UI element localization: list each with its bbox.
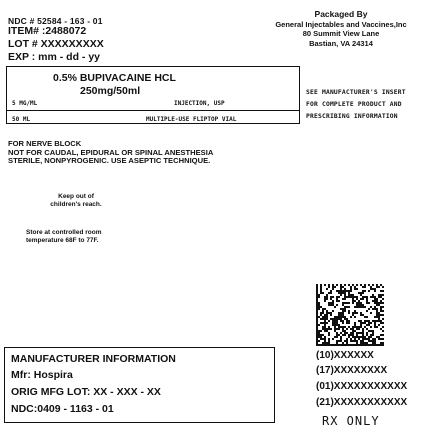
drug-name: 0.5% BUPIVACAINE HCL: [53, 72, 176, 84]
warning-line: FOR NERVE BLOCK: [8, 139, 82, 148]
expiration-date: EXP : mm - dd - yy: [8, 51, 100, 63]
gs1-batch: (10)XXXXXX: [316, 350, 374, 361]
manufacturer-name: Mfr: Hospira: [11, 369, 73, 381]
vial-type: MULTIPLE-USE FLIPTOP VIAL: [146, 116, 237, 123]
gs1-serial: (21)XXXXXXXXXXX: [316, 397, 408, 408]
rx-only-label: RX ONLY: [322, 414, 380, 428]
drug-concentration: 5 MG/ML: [12, 100, 38, 107]
storage-line: Store at controlled room: [26, 229, 102, 236]
datamatrix-barcode: [316, 284, 384, 346]
manufacturer-ndc: NDC:0409 - 1163 - 01: [11, 403, 114, 415]
drug-strength: 250mg/50ml: [80, 85, 141, 97]
drug-box-divider: [7, 110, 299, 111]
packager-company: General Injectables and Vaccines,Inc: [275, 19, 407, 29]
original-lot: ORIG MFG LOT: XX - XXX - XX: [11, 386, 161, 398]
gs1-expiry: (17)XXXXXXXX: [316, 365, 388, 376]
ndc-number: NDC # 52584 - 163 - 01: [8, 16, 103, 26]
reach-line: children's reach.: [50, 201, 102, 208]
warning-line: NOT FOR CAUDAL, EPIDURAL OR SPINAL ANESTHESIA: [8, 147, 214, 157]
packager-title: Packaged By: [314, 9, 368, 19]
warning-line: STERILE, NONPYROGENIC. USE ASEPTIC TECHNIQUE.: [8, 156, 211, 166]
warnings: [8, 140, 213, 166]
reach-line: Keep out of: [58, 193, 94, 200]
drug-route: INJECTION, USP: [174, 100, 225, 107]
manufacturer-title: MANUFACTURER INFORMATION: [11, 353, 176, 365]
lot-number: LOT # XXXXXXXXX: [8, 38, 104, 50]
packager-address-line1: 80 Summit View Lane: [302, 29, 380, 38]
manufacturer-box: [4, 347, 275, 423]
insert-note: [306, 87, 406, 123]
keep-out-of-reach: [36, 193, 116, 209]
gs1-gtin: (01)XXXXXXXXXXX: [316, 381, 408, 392]
packager-address-line2: Bastian, VA 24314: [309, 38, 373, 48]
drug-info-box: [6, 66, 300, 124]
insert-note-line: FOR COMPLETE PRODUCT AND: [306, 101, 402, 108]
item-number: ITEM# :2488072: [8, 25, 87, 37]
packager-block: [250, 10, 432, 48]
drug-volume: 50 ML: [12, 116, 31, 123]
insert-note-line: PRESCRIBING INFORMATION: [306, 113, 398, 120]
insert-note-line: SEE MANUFACTURER'S INSERT: [306, 89, 406, 96]
storage-instructions: [26, 229, 101, 245]
storage-line: temperature 68F to 77F.: [26, 237, 99, 244]
